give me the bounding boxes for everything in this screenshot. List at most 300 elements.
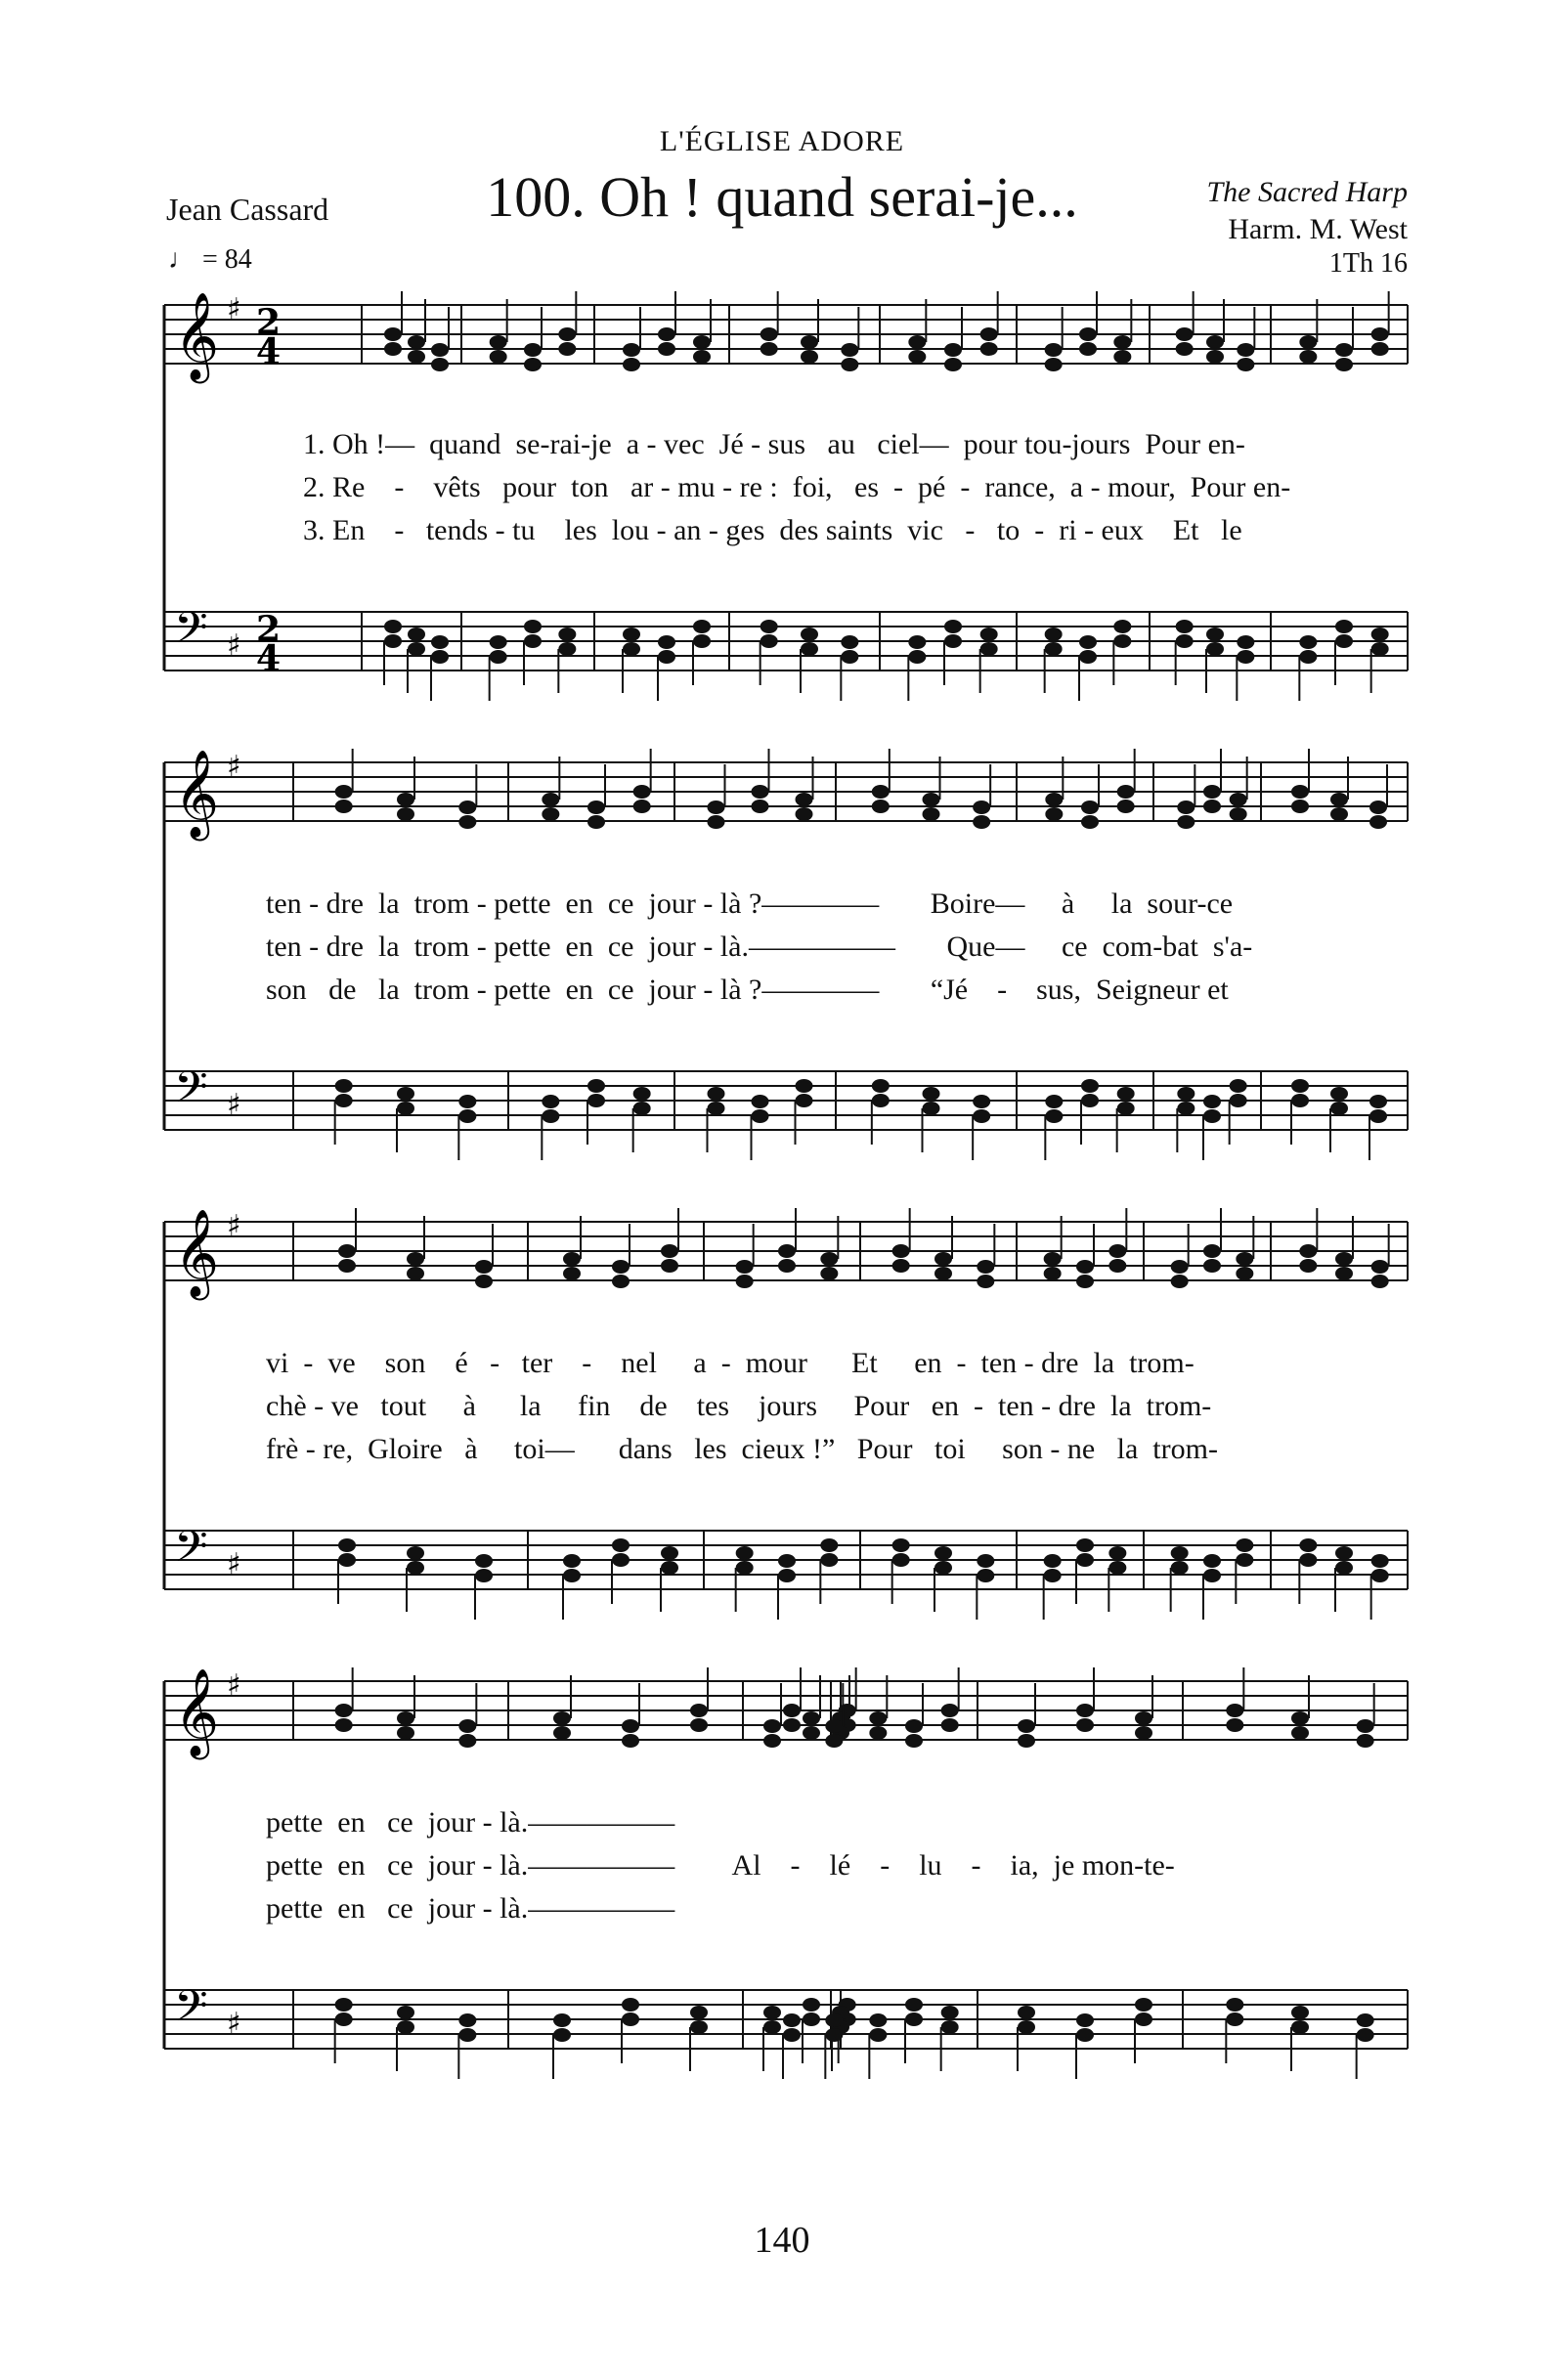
notehead: [1044, 1267, 1062, 1280]
notehead: [760, 342, 778, 356]
notehead: [1335, 1546, 1353, 1560]
notehead: [923, 793, 940, 806]
notehead: [869, 1726, 887, 1740]
notehead: [1045, 627, 1063, 641]
notehead: [1371, 327, 1389, 341]
notehead: [973, 1109, 990, 1123]
notehead: [1045, 642, 1063, 656]
notehead: [1357, 1719, 1374, 1733]
notehead: [796, 1094, 813, 1107]
notehead: [475, 1275, 493, 1288]
notehead: [622, 1719, 639, 1733]
notehead: [1135, 1726, 1152, 1740]
notehead: [690, 1704, 708, 1717]
notehead: [623, 642, 640, 656]
notehead: [1371, 627, 1389, 641]
notehead: [458, 815, 476, 829]
notehead: [335, 1718, 353, 1732]
notehead: [1369, 1095, 1387, 1108]
notehead: [397, 1726, 414, 1740]
notehead: [783, 1704, 801, 1717]
notehead: [872, 785, 890, 799]
notehead: [1226, 1998, 1243, 2012]
notehead: [622, 1734, 639, 1748]
notehead: [796, 793, 813, 806]
notehead: [690, 2006, 708, 2019]
notehead: [1291, 2020, 1309, 2034]
notehead: [384, 620, 402, 633]
notehead: [408, 350, 425, 364]
notehead: [763, 1734, 781, 1748]
treble-clef-icon: 𝄞: [174, 292, 220, 380]
notehead: [658, 342, 675, 356]
notehead: [1076, 1275, 1094, 1288]
notehead: [397, 2020, 414, 2034]
notehead: [1291, 1726, 1309, 1740]
notehead: [1236, 1553, 1253, 1567]
notehead: [524, 343, 542, 357]
notehead: [803, 1726, 820, 1740]
notehead: [1018, 2006, 1035, 2019]
notehead: [820, 1538, 838, 1552]
notehead: [934, 1267, 952, 1280]
notehead: [760, 634, 778, 648]
notehead: [1177, 1102, 1195, 1115]
notehead: [633, 800, 651, 813]
notehead: [563, 1252, 581, 1266]
notehead: [1369, 815, 1387, 829]
notehead: [1369, 801, 1387, 814]
lyric-line-verse-3: 3. En - tends - tu les lou - an - ges des saints vic - to - ri - eux Et le: [303, 514, 1242, 546]
notehead: [980, 342, 998, 356]
notehead: [397, 807, 414, 821]
notehead: [923, 1102, 940, 1115]
notehead: [553, 1726, 571, 1740]
notehead: [612, 1553, 630, 1567]
lyric-line-verse-1: vi - ve son é - ter - nel a - mour Et en - ten - dre la trom-: [266, 1347, 1195, 1379]
notehead: [397, 1711, 414, 1725]
notehead: [892, 1538, 910, 1552]
notehead: [1076, 1553, 1094, 1567]
notehead: [1171, 1275, 1189, 1288]
notehead: [944, 620, 962, 633]
notehead: [558, 327, 576, 341]
notehead: [335, 1079, 353, 1093]
notehead: [977, 1275, 994, 1288]
notehead: [825, 1719, 843, 1733]
notehead: [869, 2028, 887, 2042]
notehead: [408, 335, 425, 349]
notehead: [973, 801, 990, 814]
notehead: [658, 635, 675, 649]
notehead: [490, 635, 507, 649]
notehead: [1176, 620, 1194, 633]
notehead: [1203, 785, 1221, 799]
notehead: [1291, 2006, 1309, 2019]
notehead: [408, 642, 425, 656]
notehead: [1371, 1275, 1389, 1288]
harmonization-credit: Harm. M. West: [1228, 213, 1408, 245]
notehead: [872, 1079, 890, 1093]
notehead: [977, 1554, 994, 1568]
notehead: [892, 1553, 910, 1567]
notehead: [1230, 1094, 1247, 1107]
notehead: [1076, 1538, 1094, 1552]
notehead: [934, 1546, 952, 1560]
notehead: [397, 2006, 414, 2019]
notehead: [458, 1109, 476, 1123]
notehead: [1226, 2012, 1243, 2026]
lyric-line-verse-3: pette en ce jour - là.—————: [266, 1892, 675, 1925]
time-signature-numerator: 2: [256, 609, 282, 650]
notehead: [335, 800, 353, 813]
notehead: [1299, 635, 1317, 649]
notehead: [1299, 335, 1317, 349]
notehead: [905, 1719, 923, 1733]
notehead: [1330, 793, 1348, 806]
notehead: [587, 801, 605, 814]
page-number: 140: [754, 2220, 810, 2261]
notehead: [1018, 1719, 1035, 1733]
notehead: [612, 1275, 630, 1288]
notehead: [977, 1569, 994, 1582]
notehead: [658, 650, 675, 664]
notehead: [908, 650, 926, 664]
notehead: [923, 1087, 940, 1101]
tempo-marking: ♩ = 84: [168, 244, 252, 275]
notehead: [1236, 1267, 1253, 1280]
lyric-line-verse-2: ten - dre la trom - pette en ce jour - là.————— Que— ce com-bat s'a-: [266, 930, 1253, 963]
sharp-icon: ♯: [227, 628, 241, 663]
notehead: [553, 2013, 571, 2027]
notehead: [1236, 1538, 1253, 1552]
notehead: [1117, 785, 1135, 799]
notehead: [1044, 1554, 1062, 1568]
time-signature-numerator: 2: [256, 302, 282, 343]
notehead: [623, 343, 640, 357]
notehead: [825, 2013, 843, 2027]
bass-clef-icon: 𝄢: [174, 602, 208, 664]
notehead: [841, 635, 858, 649]
notehead: [1076, 1718, 1094, 1732]
notehead: [820, 1553, 838, 1567]
bass-clef-icon: 𝄢: [174, 1061, 208, 1123]
sharp-icon: ♯: [227, 1088, 241, 1122]
notehead: [458, 1095, 476, 1108]
notehead: [825, 1734, 843, 1748]
notehead: [801, 642, 818, 656]
notehead: [736, 1275, 754, 1288]
lyric-line-verse-3: frè - re, Gloire à toi— dans les cieux !” Pour toi son - ne la trom-: [266, 1433, 1218, 1465]
author-credit: Jean Cassard: [166, 192, 329, 227]
notehead: [587, 1079, 605, 1093]
lyric-line-verse-1: 1. Oh !— quand se-rai-je a - vec Jé - sus au ciel— pour tou-jours Pour en-: [303, 428, 1245, 460]
sharp-icon: ♯: [227, 750, 241, 784]
time-signature-denominator: 4: [256, 331, 282, 372]
notehead: [1171, 1561, 1189, 1575]
notehead: [1108, 1561, 1126, 1575]
notehead: [803, 2012, 820, 2026]
notehead: [760, 327, 778, 341]
notehead: [1113, 350, 1131, 364]
notehead: [1371, 1554, 1389, 1568]
notehead: [1108, 1244, 1126, 1258]
notehead: [1335, 620, 1353, 633]
notehead: [944, 343, 962, 357]
notehead: [778, 1244, 796, 1258]
notehead: [1369, 1109, 1387, 1123]
lyric-line-verse-1: ten - dre la trom - pette en ce jour - là ?———— Boire— à la sour-ce: [266, 887, 1234, 920]
notehead: [407, 1561, 424, 1575]
notehead: [778, 1569, 796, 1582]
notehead: [1113, 634, 1131, 648]
notehead: [934, 1252, 952, 1266]
notehead: [1018, 1734, 1035, 1748]
notehead: [1299, 1259, 1317, 1273]
notehead: [708, 1087, 725, 1101]
notehead: [801, 627, 818, 641]
notehead: [941, 2006, 959, 2019]
notehead: [1203, 1109, 1221, 1123]
notehead: [752, 785, 769, 799]
notehead: [1044, 1569, 1062, 1582]
notehead: [1079, 327, 1097, 341]
notehead: [1079, 342, 1097, 356]
notehead: [397, 1087, 414, 1101]
notehead: [1171, 1260, 1189, 1274]
notehead: [1203, 1569, 1221, 1582]
notehead: [1335, 634, 1353, 648]
notehead: [558, 642, 576, 656]
notehead: [1045, 1109, 1063, 1123]
sharp-icon: ♯: [227, 1209, 241, 1243]
bass-clef-icon: 𝄢: [174, 1980, 208, 2042]
hymn-title: 100. Oh ! quand serai-je...: [486, 165, 1078, 229]
notehead: [693, 634, 711, 648]
treble-clef-icon: 𝄞: [174, 1209, 220, 1297]
notehead: [633, 1087, 651, 1101]
notehead: [553, 1711, 571, 1725]
notehead: [633, 1102, 651, 1115]
notehead: [1291, 1079, 1309, 1093]
notehead: [542, 807, 559, 821]
bass-clef-icon: 𝄢: [174, 1521, 208, 1582]
notehead: [1371, 642, 1389, 656]
notehead: [1113, 620, 1131, 633]
notehead: [524, 634, 542, 648]
notehead: [612, 1538, 630, 1552]
notehead: [1299, 1553, 1317, 1567]
notehead: [736, 1260, 754, 1274]
notehead: [1230, 1079, 1247, 1093]
notehead: [752, 1109, 769, 1123]
notehead: [431, 358, 449, 371]
notehead: [622, 1998, 639, 2012]
notehead: [1076, 2013, 1094, 2027]
notehead: [1226, 1704, 1243, 1717]
notehead: [1335, 1561, 1353, 1575]
notehead: [431, 635, 449, 649]
notehead: [1081, 801, 1099, 814]
notehead: [892, 1244, 910, 1258]
treble-clef-icon: 𝄞: [174, 750, 220, 838]
notehead: [335, 785, 353, 799]
notehead: [892, 1259, 910, 1273]
notehead: [407, 1546, 424, 1560]
notehead: [490, 650, 507, 664]
notehead: [841, 343, 858, 357]
notehead: [905, 1734, 923, 1748]
lyric-line-verse-2: chè - ve tout à la fin de tes jours Pour en - ten - dre la trom-: [266, 1390, 1212, 1422]
notehead: [542, 793, 559, 806]
notehead: [763, 2006, 781, 2019]
notehead: [1176, 342, 1194, 356]
time-signature-denominator: 4: [256, 638, 282, 679]
notehead: [1335, 358, 1353, 371]
notehead: [622, 2012, 639, 2026]
notehead: [1135, 2012, 1152, 2026]
notehead: [338, 1244, 356, 1258]
notehead: [1117, 1087, 1135, 1101]
notehead: [1237, 635, 1254, 649]
notehead: [1230, 793, 1247, 806]
notehead: [941, 2020, 959, 2034]
notehead: [908, 350, 926, 364]
lyric-line-verse-3: son de la trom - pette en ce jour - là ?———— “Jé - sus, Seigneur et: [266, 974, 1229, 1006]
notehead: [941, 1704, 959, 1717]
notehead: [1206, 350, 1224, 364]
notehead: [542, 1095, 559, 1108]
notehead: [407, 1252, 424, 1266]
sharp-icon: ♯: [227, 1547, 241, 1581]
notehead: [801, 335, 818, 349]
notehead: [1203, 1554, 1221, 1568]
notehead: [944, 634, 962, 648]
notehead: [1291, 1094, 1309, 1107]
notehead: [1079, 635, 1097, 649]
notehead: [623, 358, 640, 371]
notehead: [977, 1260, 994, 1274]
notehead: [923, 807, 940, 821]
notehead: [783, 2013, 801, 2027]
notehead: [661, 1546, 678, 1560]
notehead: [397, 793, 414, 806]
notehead: [778, 1554, 796, 1568]
notehead: [1335, 1267, 1353, 1280]
notehead: [1045, 1095, 1063, 1108]
notehead: [335, 1094, 353, 1107]
notehead: [475, 1569, 493, 1582]
notehead: [708, 801, 725, 814]
notehead: [587, 815, 605, 829]
notehead: [661, 1244, 678, 1258]
notehead: [384, 342, 402, 356]
notehead: [612, 1260, 630, 1274]
notehead: [1371, 1569, 1389, 1582]
notehead: [690, 1718, 708, 1732]
notehead: [563, 1554, 581, 1568]
sharp-icon: ♯: [227, 2007, 241, 2041]
notehead: [1335, 1252, 1353, 1266]
notehead: [1108, 1546, 1126, 1560]
notehead: [408, 627, 425, 641]
notehead: [796, 807, 813, 821]
notehead: [760, 620, 778, 633]
notehead: [661, 1259, 678, 1273]
notehead: [1230, 807, 1247, 821]
notehead: [558, 342, 576, 356]
notehead: [1081, 1094, 1099, 1107]
notehead: [1226, 1718, 1243, 1732]
notehead: [801, 350, 818, 364]
notehead: [778, 1259, 796, 1273]
notehead: [1203, 1244, 1221, 1258]
sharp-icon: ♯: [227, 1668, 241, 1703]
notehead: [1371, 1260, 1389, 1274]
notehead: [1044, 1252, 1062, 1266]
notehead: [524, 358, 542, 371]
notehead: [1236, 1252, 1253, 1266]
tune-source: The Sacred Harp: [1206, 176, 1408, 208]
notehead: [763, 2020, 781, 2034]
notehead: [1203, 800, 1221, 813]
notehead: [1357, 1734, 1374, 1748]
notehead: [980, 627, 998, 641]
notehead: [1299, 350, 1317, 364]
notehead: [558, 627, 576, 641]
notehead: [1206, 627, 1224, 641]
notehead: [1299, 650, 1317, 664]
notehead: [1135, 1711, 1152, 1725]
notehead: [1206, 335, 1224, 349]
notehead: [841, 358, 858, 371]
notehead: [458, 2013, 476, 2027]
notehead: [905, 2012, 923, 2026]
notehead: [1045, 793, 1063, 806]
notehead: [1291, 785, 1309, 799]
notehead: [980, 642, 998, 656]
notehead: [431, 650, 449, 664]
notehead: [553, 2028, 571, 2042]
notehead: [623, 627, 640, 641]
lyric-line-verse-1: pette en ce jour - là.—————: [266, 1806, 675, 1839]
notehead: [661, 1561, 678, 1575]
notehead: [1108, 1259, 1126, 1273]
notehead: [803, 1998, 820, 2012]
notehead: [934, 1561, 952, 1575]
notehead: [841, 650, 858, 664]
notehead: [783, 1718, 801, 1732]
notehead: [1045, 807, 1063, 821]
notehead: [397, 1102, 414, 1115]
notehead: [1206, 642, 1224, 656]
notehead: [1299, 1538, 1317, 1552]
lyric-line-verse-2: pette en ce jour - là.————— Al - lé - lu - ia, je mon-te-: [266, 1849, 1175, 1882]
scripture-reference: 1Th 16: [1328, 248, 1408, 279]
notehead: [693, 335, 711, 349]
notehead: [587, 1094, 605, 1107]
notehead: [1330, 1102, 1348, 1115]
section-title: L'ÉGLISE ADORE: [659, 125, 905, 157]
notehead: [338, 1538, 356, 1552]
notehead: [1203, 1259, 1221, 1273]
notehead: [752, 800, 769, 813]
notehead: [1117, 800, 1135, 813]
notehead: [872, 1094, 890, 1107]
notehead: [1357, 2028, 1374, 2042]
notehead: [980, 327, 998, 341]
notehead: [736, 1546, 754, 1560]
